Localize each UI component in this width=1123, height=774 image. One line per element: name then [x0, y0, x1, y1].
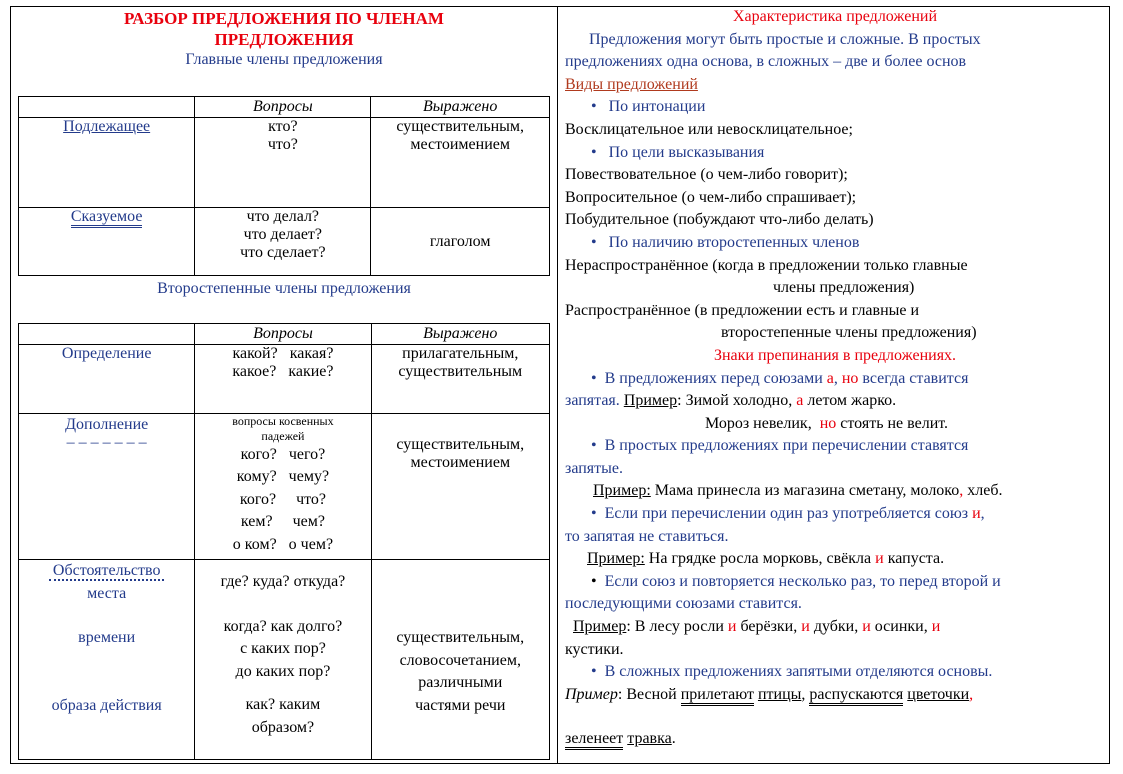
text-line: Пример: Мама принесла из магазина сметану, молоко, хлеб.: [593, 482, 1003, 500]
bullet-item: • В простых предложениях при перечислении ставятся: [591, 437, 969, 455]
member-questions: какой? какая? какое? какие?: [195, 345, 371, 414]
bullet-icon: •: [591, 98, 597, 116]
member-expressed: существительным, местоимением: [371, 118, 550, 208]
table-row: [19, 345, 550, 414]
punctuation-title: Знаки препинания в предложениях.: [713, 346, 957, 364]
intro-line-1: Предложения могут быть простые и сложные. В простых: [589, 30, 981, 48]
text-line: Восклицательное или невосклицательное;: [565, 120, 853, 138]
bullet-item: • Если при перечислении один раз употребляется союз и,: [591, 505, 985, 523]
text-line: последующими союзами ставится.: [565, 595, 802, 613]
right-title: Характеристика предложений: [732, 8, 938, 25]
text-line: Пример: На грядке росла морковь, свёкла и капуста.: [587, 550, 945, 568]
bullet-item: • По цели высказывания: [591, 143, 765, 161]
header-expressed: Выражено: [371, 324, 549, 345]
table-row: [19, 560, 550, 760]
member-name: Обстоятельство места времени образа действия: [19, 560, 195, 760]
member-name: Определение: [19, 345, 195, 414]
table-row: [19, 414, 550, 560]
secondary-members-subtitle: Второстепенные члены предложения: [157, 280, 411, 297]
dash-mark: – – – – – – –: [66, 434, 147, 451]
member-questions: вопросы косвенных падежей кого? чего? кому? чему? кого? что? кем? чем? о ком? о чем?: [195, 414, 371, 560]
title-line-2: ПРЕДЛОЖЕНИЯ: [214, 30, 354, 49]
member-expressed: существительным, местоимением: [371, 414, 549, 560]
right-column: [565, 6, 1105, 751]
member-expressed: глаголом: [371, 208, 550, 276]
bullet-icon: •: [591, 505, 597, 523]
bullet-item: • Если союз и повторяется несколько раз, то перед второй и: [591, 572, 1001, 590]
text-line: то запятая не ставиться.: [565, 527, 729, 545]
member-questions: где? куда? откуда? когда? как долго? с каких пор? до каких пор? как? каким образом?: [195, 560, 371, 760]
main-members-subtitle: Главные члены предложения: [185, 51, 383, 68]
column-divider: [557, 6, 558, 764]
secondary-members-table: [18, 323, 550, 760]
text-line: Побудительное (побуждают что-либо делать): [565, 211, 874, 229]
member-expressed: существительным, словосочетанием, различными частями речи: [371, 560, 549, 760]
bullet-icon: •: [591, 572, 597, 590]
text-line: запятая. Пример: Зимой холодно, а летом жарко.: [565, 392, 897, 410]
bullet-icon: •: [591, 663, 597, 681]
text-line: Нераспространённое (когда в предложении только главные: [565, 256, 968, 274]
text-line: Мороз невелик, но стоять не велит.: [705, 414, 949, 432]
text-line: Повествовательное (о чем-либо говорит);: [565, 166, 848, 184]
text-line: Пример: Весной прилетают птицы, распускаются цветочки,: [565, 684, 1105, 707]
header-questions: Вопросы: [195, 324, 371, 345]
bullet-item: • По наличию второстепенных членов: [591, 233, 860, 251]
table-row: [19, 118, 550, 208]
kinds-heading: Виды предложений: [565, 75, 698, 93]
bullet-icon: •: [591, 143, 597, 161]
bullet-icon: •: [591, 233, 597, 251]
text-line: Вопросительное (о чем-либо спрашивает);: [565, 188, 857, 206]
text-line: члены предложения): [773, 279, 915, 297]
bullet-icon: •: [591, 369, 597, 387]
left-title: [12, 6, 556, 50]
text-line: кустики.: [565, 640, 624, 658]
left-column: [12, 6, 556, 736]
title-line-1: РАЗБОР ПРЕДЛОЖЕНИЯ ПО ЧЛЕНАМ: [124, 9, 444, 28]
member-name: Подлежащее: [19, 118, 195, 208]
member-name: Дополнение – – – – – – –: [19, 414, 195, 560]
bullet-item: • В предложениях перед союзами а, но всегда ставится: [591, 369, 969, 387]
text-line: второстепенные члены предложения): [721, 324, 977, 342]
header-blank: [19, 97, 195, 118]
header-expressed: Выражено: [371, 97, 550, 118]
text-line: Распространённое (в предложении есть и главные и: [565, 301, 920, 319]
bullet-item: • По интонации: [591, 98, 706, 116]
member-questions: что делал? что делает? что сделает?: [195, 208, 371, 276]
member-questions: кто? что?: [195, 118, 371, 208]
text-line: запятые.: [565, 459, 623, 477]
bullet-icon: •: [591, 437, 597, 455]
text-line: Пример: В лесу росли и берёзки, и дубки, и осинки, и: [573, 618, 941, 636]
table-row: [19, 208, 550, 276]
header-questions: Вопросы: [195, 97, 371, 118]
member-expressed: прилагательным, существительным: [371, 345, 549, 414]
main-members-table: [18, 96, 550, 276]
bullet-item: • В сложных предложениях запятыми отделяются основы.: [591, 663, 993, 681]
intro-line-2: предложениях одна основа, в сложных – две и более основ: [565, 53, 967, 71]
header-blank: [19, 324, 195, 345]
text-line: зеленеет травка.: [565, 728, 1105, 751]
member-name: Сказуемое: [19, 208, 195, 276]
